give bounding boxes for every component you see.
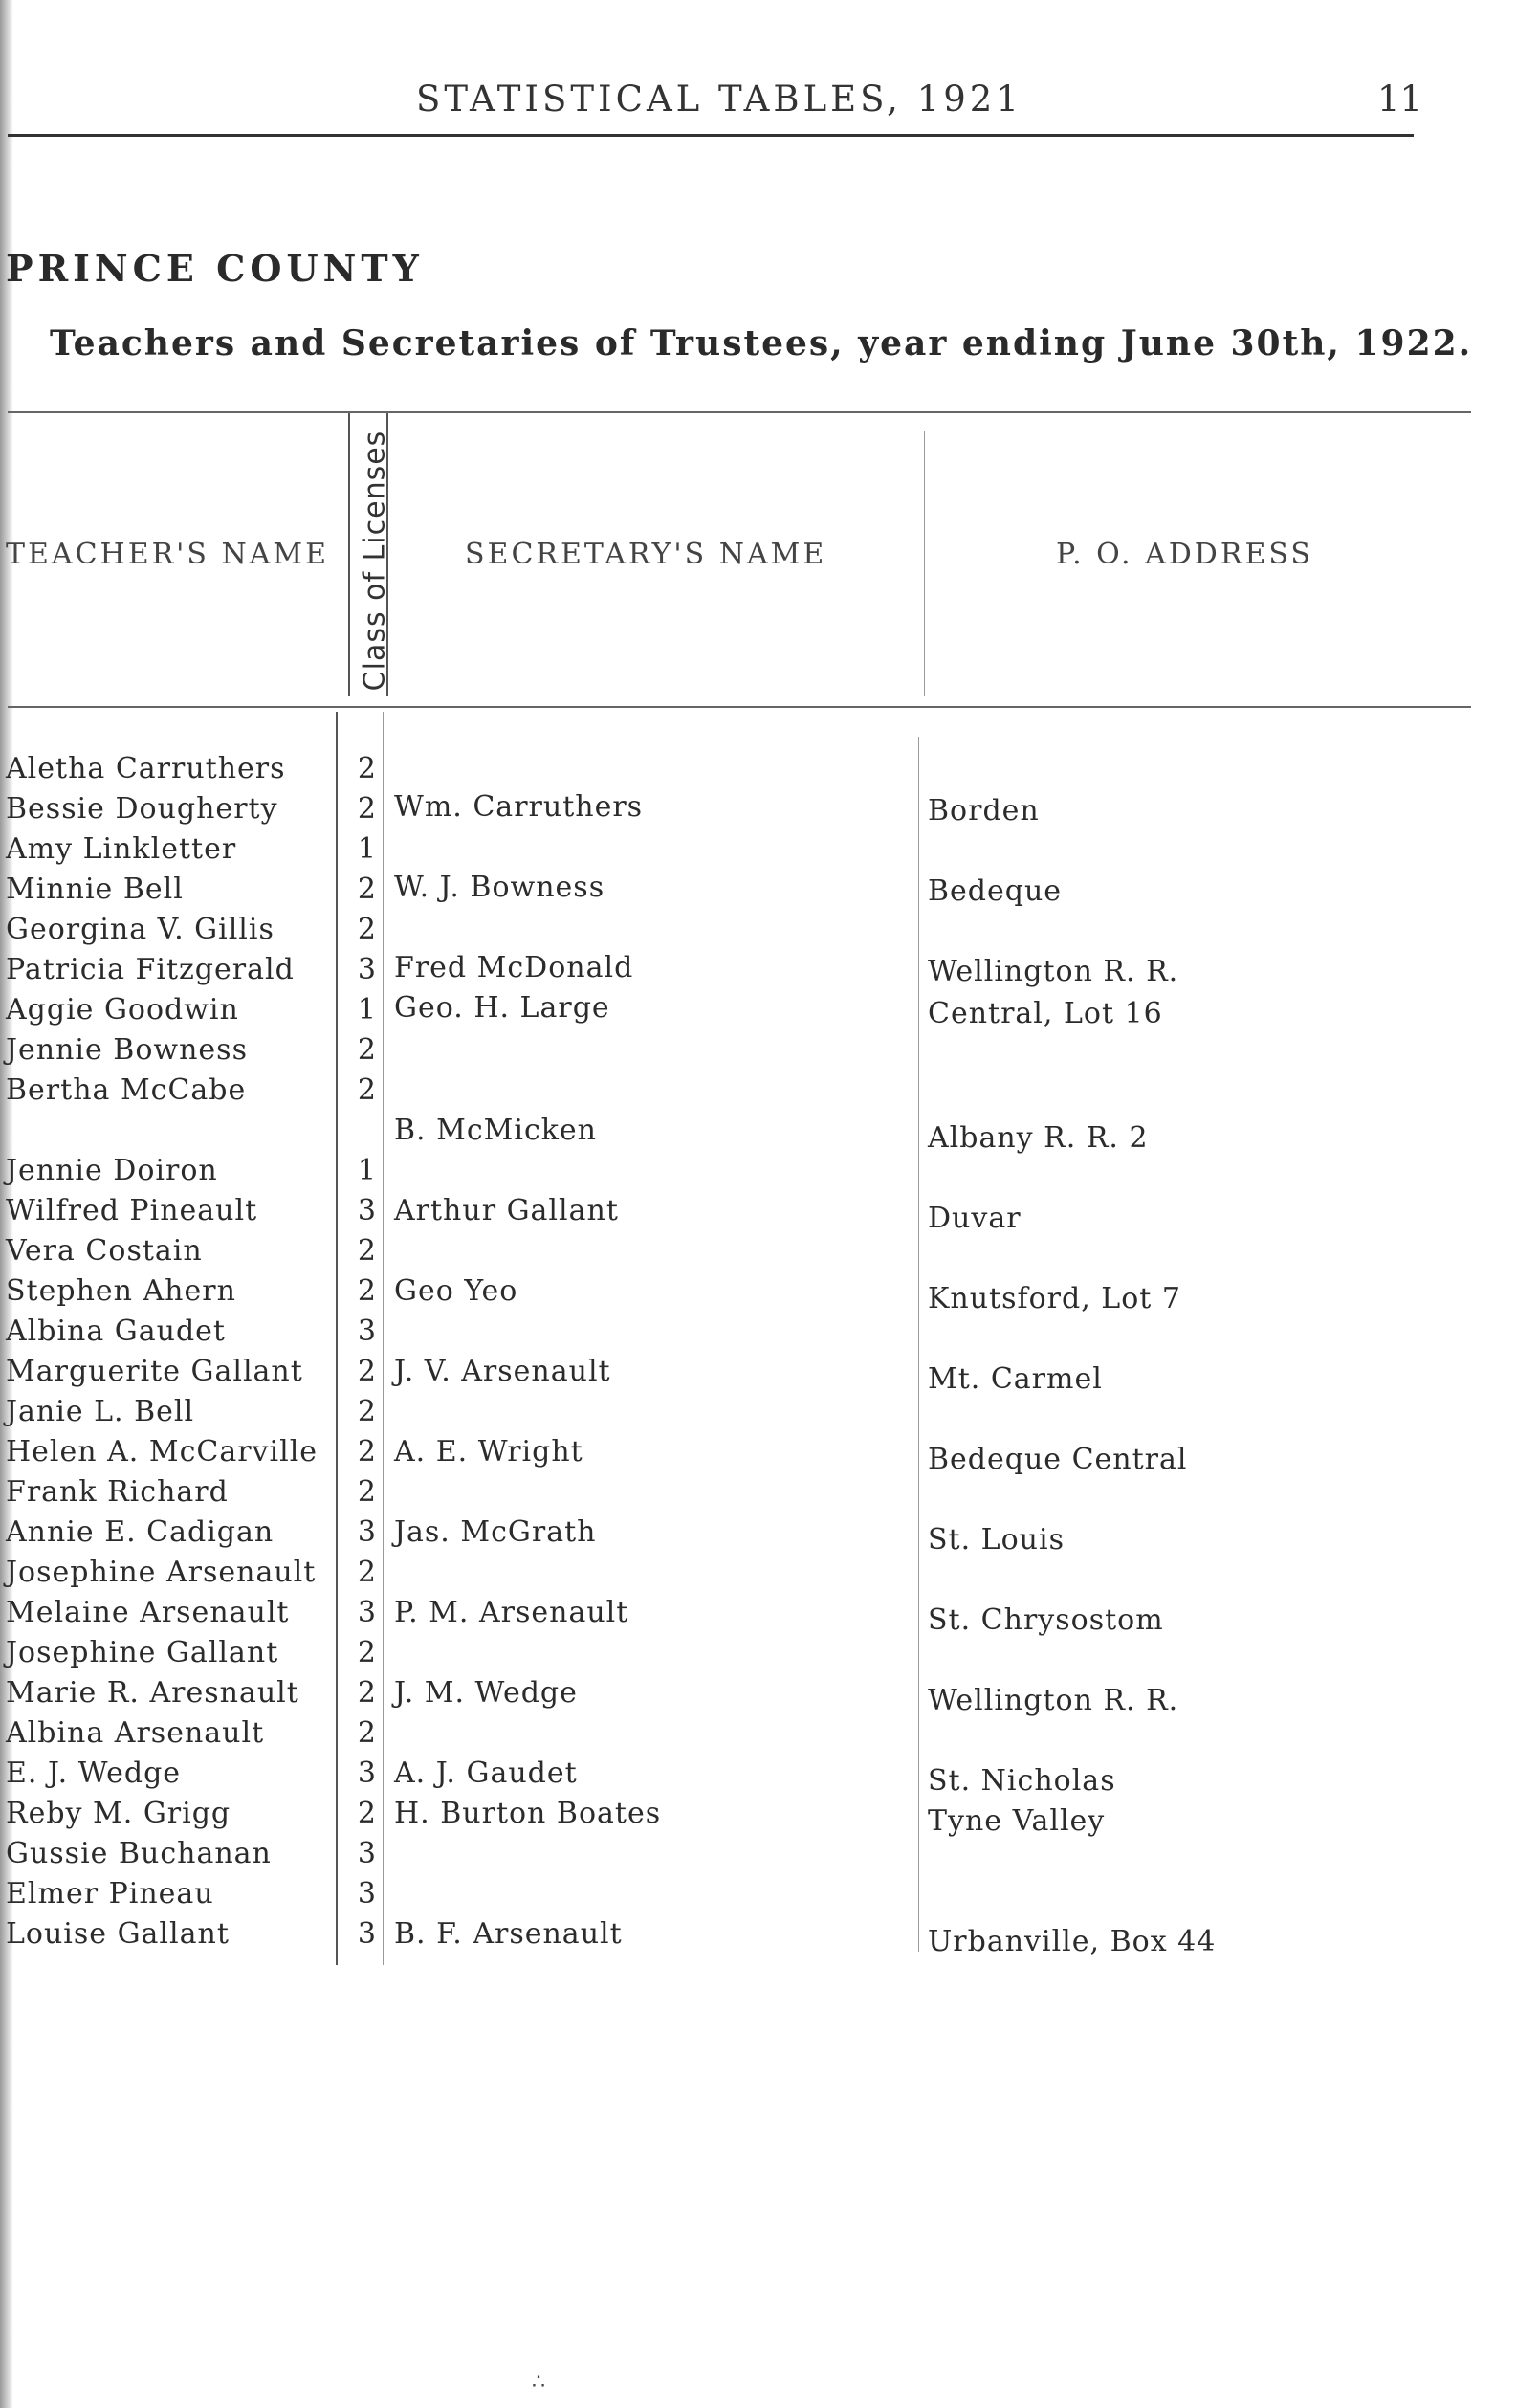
license-class: 3 xyxy=(357,1917,377,1951)
print-speck: ∴ xyxy=(532,2371,545,2395)
secretary-name: A. J. Gaudet xyxy=(394,1756,578,1790)
secretary-name: B. McMicken xyxy=(394,1114,598,1147)
license-class: 2 xyxy=(357,1556,377,1589)
teacher-name: Jennie Bowness xyxy=(6,1033,248,1067)
po-address: St. Louis xyxy=(928,1523,1065,1557)
column-divider xyxy=(348,413,350,696)
license-class: 3 xyxy=(357,1515,377,1549)
teacher-name: Josephine Arsenault xyxy=(6,1556,317,1589)
po-address: St. Chrysostom xyxy=(928,1603,1164,1637)
secretary-name: Geo Yeo xyxy=(394,1274,518,1308)
po-address: Bedeque Central xyxy=(928,1443,1188,1476)
license-class: 2 xyxy=(357,1355,377,1388)
po-address: Knutsford, Lot 7 xyxy=(928,1282,1181,1315)
po-address: Duvar xyxy=(928,1202,1022,1235)
license-class: 2 xyxy=(357,792,377,826)
secretary-name: Jas. McGrath xyxy=(394,1515,597,1549)
license-class: 2 xyxy=(357,1274,377,1308)
teacher-name: Albina Gaudet xyxy=(6,1314,226,1348)
secretary-name: Fred McDonald xyxy=(394,951,634,984)
license-class: 2 xyxy=(357,1395,377,1428)
county-title: PRINCE COUNTY xyxy=(6,247,424,290)
header-teacher-name: TEACHER'S NAME xyxy=(6,538,330,571)
column-divider xyxy=(918,737,919,1952)
header-po-address: P. O. ADDRESS xyxy=(1056,538,1313,571)
teacher-name: Josephine Gallant xyxy=(6,1636,279,1669)
po-address: Wellington R. R. xyxy=(928,955,1179,988)
running-head: STATISTICAL TABLES, 1921 xyxy=(416,78,1022,120)
header-class-of-licenses: Class of Licenses xyxy=(358,430,392,692)
teacher-name: Aletha Carruthers xyxy=(6,752,286,785)
teacher-name: Marguerite Gallant xyxy=(6,1355,303,1388)
teacher-name: Janie L. Bell xyxy=(6,1395,195,1428)
po-address: Urbanville, Box 44 xyxy=(928,1925,1217,1958)
teacher-name: Jennie Doiron xyxy=(6,1154,218,1187)
license-class: 2 xyxy=(357,873,377,906)
teacher-name: Bertha McCabe xyxy=(6,1073,247,1107)
secretary-name: W. J. Bowness xyxy=(394,871,605,904)
license-class: 3 xyxy=(357,953,377,986)
secretary-name: Wm. Carruthers xyxy=(394,790,644,824)
po-address: Borden xyxy=(928,794,1040,828)
table-top-rule xyxy=(8,411,1471,413)
secretary-name: Geo. H. Large xyxy=(394,991,610,1025)
po-address: Bedeque xyxy=(928,874,1063,908)
teacher-name: Bessie Dougherty xyxy=(6,792,278,826)
license-class: 3 xyxy=(357,1314,377,1348)
teacher-name: Melaine Arsenault xyxy=(6,1596,290,1629)
teacher-name: Annie E. Cadigan xyxy=(6,1515,275,1549)
page-number: 11 xyxy=(1377,78,1423,120)
teacher-name: Stephen Ahern xyxy=(6,1274,236,1308)
teacher-name: Gussie Buchanan xyxy=(6,1837,272,1870)
column-divider xyxy=(336,712,338,1965)
license-class: 2 xyxy=(357,752,377,785)
column-divider xyxy=(383,712,384,1965)
license-class: 3 xyxy=(357,1837,377,1870)
license-class: 2 xyxy=(357,1716,377,1750)
po-address: Central, Lot 16 xyxy=(928,997,1163,1030)
column-divider xyxy=(924,431,925,696)
license-class: 3 xyxy=(357,1194,377,1227)
license-class: 2 xyxy=(357,1234,377,1268)
teacher-name: Frank Richard xyxy=(6,1475,229,1509)
license-class: 2 xyxy=(357,1475,377,1509)
secretary-name: A. E. Wright xyxy=(394,1435,583,1469)
header-rule xyxy=(8,134,1414,137)
table-header-rule xyxy=(8,706,1471,708)
teacher-name: Vera Costain xyxy=(6,1234,203,1268)
header-secretary-name: SECRETARY'S NAME xyxy=(465,538,827,571)
license-class: 1 xyxy=(357,993,377,1027)
license-class: 3 xyxy=(357,1756,377,1790)
license-class: 1 xyxy=(357,832,377,866)
teacher-name: Amy Linkletter xyxy=(6,832,237,866)
table-subtitle: Teachers and Secretaries of Trustees, year ending June 30th, 1922. xyxy=(50,323,1473,364)
license-class: 2 xyxy=(357,1636,377,1669)
teacher-name: Marie R. Aresnault xyxy=(6,1676,299,1710)
license-class: 1 xyxy=(357,1154,377,1187)
license-class: 2 xyxy=(357,913,377,946)
teacher-name: Patricia Fitzgerald xyxy=(6,953,295,986)
teacher-name: Minnie Bell xyxy=(6,873,184,906)
secretary-name: H. Burton Boates xyxy=(394,1797,662,1830)
po-address: Mt. Carmel xyxy=(928,1362,1103,1396)
teacher-name: Reby M. Grigg xyxy=(6,1797,231,1830)
license-class: 2 xyxy=(357,1797,377,1830)
teacher-name: Aggie Goodwin xyxy=(6,993,239,1027)
po-address: Wellington R. R. xyxy=(928,1684,1179,1717)
teacher-name: Wilfred Pineault xyxy=(6,1194,258,1227)
secretary-name: P. M. Arsenault xyxy=(394,1596,629,1629)
teacher-name: Helen A. McCarville xyxy=(6,1435,319,1469)
teacher-name: Albina Arsenault xyxy=(6,1716,265,1750)
license-class: 2 xyxy=(357,1676,377,1710)
po-address: St. Nicholas xyxy=(928,1764,1116,1798)
teacher-name: Georgina V. Gillis xyxy=(6,913,275,946)
teacher-name: Elmer Pineau xyxy=(6,1877,214,1911)
secretary-name: Arthur Gallant xyxy=(394,1194,619,1227)
teacher-name: E. J. Wedge xyxy=(6,1756,182,1790)
secretary-name: B. F. Arsenault xyxy=(394,1917,623,1951)
po-address: Tyne Valley xyxy=(928,1804,1106,1838)
teacher-name: Louise Gallant xyxy=(6,1917,230,1951)
license-class: 3 xyxy=(357,1596,377,1629)
license-class: 2 xyxy=(357,1073,377,1107)
secretary-name: J. M. Wedge xyxy=(394,1676,578,1710)
license-class: 2 xyxy=(357,1435,377,1469)
license-class: 2 xyxy=(357,1033,377,1067)
license-class: 3 xyxy=(357,1877,377,1911)
secretary-name: J. V. Arsenault xyxy=(394,1355,611,1388)
po-address: Albany R. R. 2 xyxy=(928,1121,1149,1155)
